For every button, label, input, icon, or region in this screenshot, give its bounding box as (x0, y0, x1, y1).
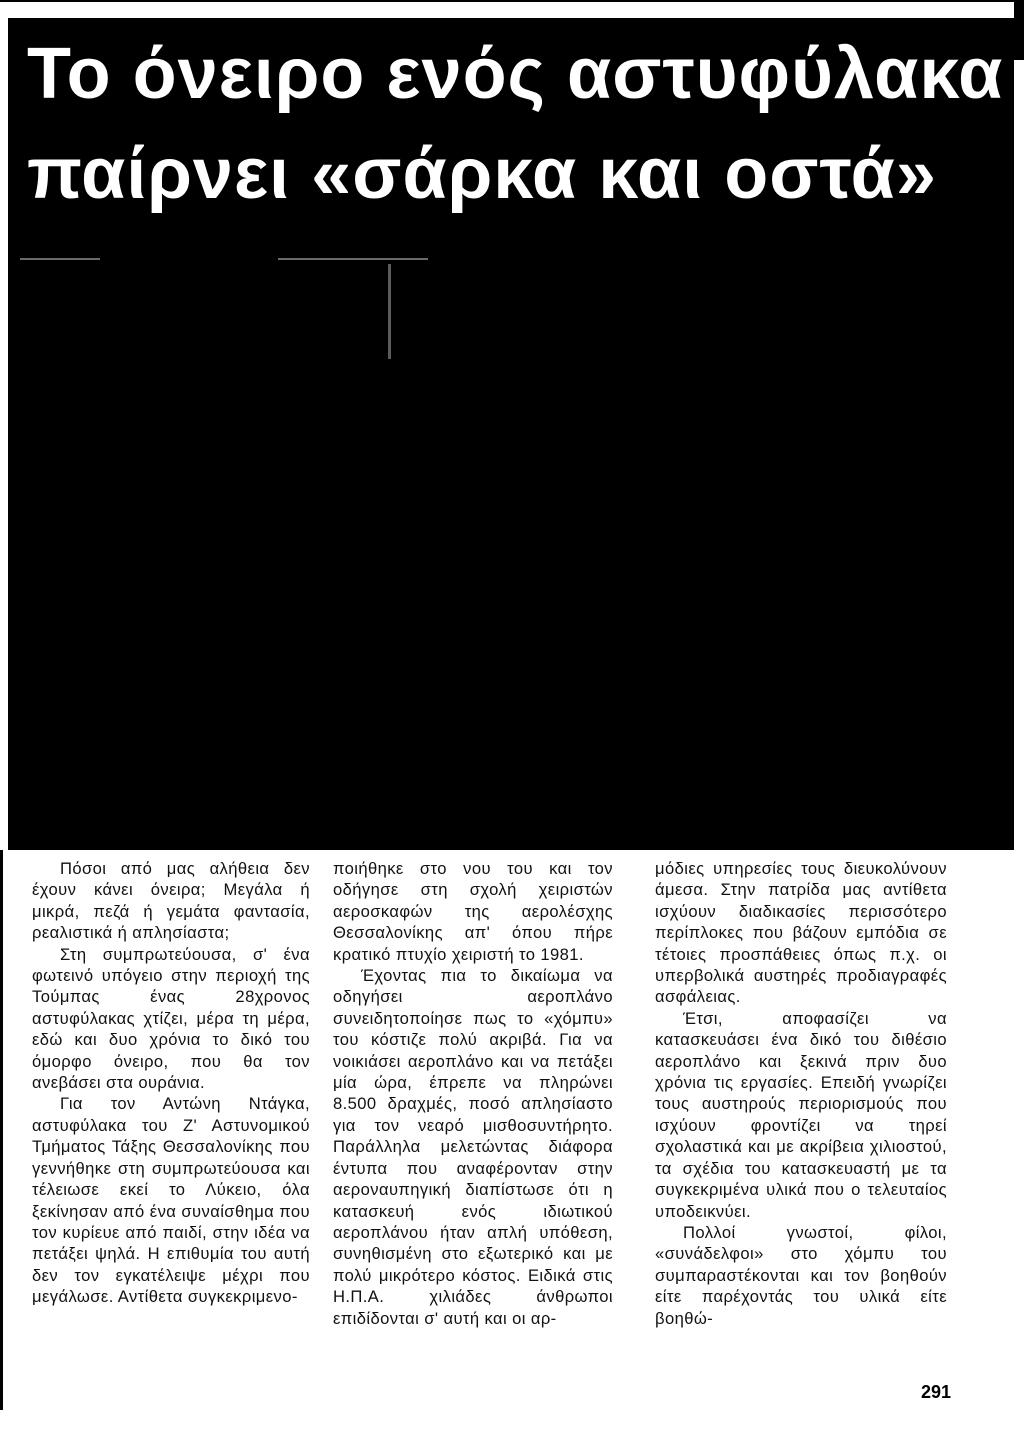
photo-vertical-line (388, 264, 391, 359)
top-edge (0, 0, 1024, 2)
photo-rule-right (278, 258, 428, 260)
article-column-2 (333, 858, 613, 1329)
left-margin-bar (0, 850, 3, 1410)
paragraph: Πόσοι από μας αλήθεια δεν έχουν κάνει όνειρα; Μεγάλα ή μικρά, πεζά ή γεμάτα φαντασία, ρεαλιστικά ή απλησίαστα; (32, 859, 310, 943)
right-edge-mark (1014, 0, 1024, 60)
paragraph: μόδιες υπηρεσίες τους διευκολύνουν άμεσα. Στην πατρίδα μας αντίθετα ισχύουν διαδικασίες περισσότερο περίπλοκες που βάζουν εμπόδια σε τέτοιες προσπάθειες όπως π.χ. οι υπερβολικά αυστηρές προδιαγραφές ασφάλειας. (655, 859, 947, 1007)
paragraph: ποιήθηκε στο νου του και τον οδήγησε στη σχολή χειριστών αεροσκαφών της αερολέσχης Θεσσαλονίκης απ' όπου πήρε κρατικό πτυχίο χειριστή το 1981. (333, 859, 613, 964)
paragraph: Έχοντας πια το δικαίωμα να οδηγήσει αεροπλάνο συνειδητοποίησε πως το «χόμπυ» του κόστιζε πολύ ακριβά. Για να νοικιάσει αεροπλάνο και να πετάξει μία ώρα, έπρεπε να πληρώνει 8.500 δραχμές, ποσό απλησίαστο για τον νεαρό μισθοσυντήρητο. Παράλληλα μελετώντας διάφορα έντυπα που αναφέρονταν στην αεροναυπηγική διαπίστωσε ότι η κατασκευή ενός ιδιωτικού αεροπλάνου ήταν απλή υπόθεση, συνηθισμένη στο εξωτερικό και με πολύ μικρότερο κόστος. Ειδικά στις Η.Π.Α. χιλιάδες άνθρωποι επιδίδονται σ' αυτή και οι αρ- (333, 966, 613, 1328)
headline-line-2: παίρνει «σάρκα και οστά» (27, 134, 937, 214)
paragraph: Στη συμπρωτεύουσα, σ' ένα φωτεινό υπόγειο στην περιοχή της Τούμπας ένας 28χρονος αστυφύλακας χτίζει, μέρα τη μέρα, εδώ και δυο χρόνια το δικό του όμορφο όνειρο, που θα τον ανεβάσει στα ουράνια. (32, 944, 310, 1093)
paragraph: Έτσι, αποφασίζει να κατασκευάσει ένα δικό του διθέσιο αεροπλάνο και ξεκινά πριν δυο χρόνια τις εργασίες. Επειδή γνωρίζει τους αυστηρούς περιορισμούς που ισχύουν φροντίζει να τηρεί σχολαστικά και με ακρίβεια χιλιοστού, τα σχέδια του κατασκευαστή με τα συγκεκριμένα υλικά που ο τελευταίος υποδεικνύει. (655, 1008, 947, 1221)
article-column-1 (32, 858, 310, 1308)
article-column-3 (655, 858, 947, 1329)
page-number: 291 (921, 1382, 952, 1402)
paragraph: Για τον Αντώνη Ντάγκα, αστυφύλακα του Ζ' Αστυνομικού Τμήματος Τάξης Θεσσαλονίκης που γεννήθηκε στη συμπρωτεύουσα και τέλειωσε εκεί το Λύκειο, όλα ξεκίνησαν από ένα συναίσθημα που τον κυρίευε από παιδί, στην ιδέα να πετάξει ψηλά. Η επιθυμία του αυτή δεν τον εγκατέλειψε μέχρι που μεγάλωσε. Αντίθετα συγκεκριμενο- (32, 1094, 310, 1307)
headline-line-1: Το όνειρο ενός αστυφύλακα (27, 34, 1004, 114)
paragraph: Πολλοί γνωστοί, φίλοι, «συνάδελφοι» στο χόμπυ του συμπαραστέκονται και τον βοηθούν είτε παρέχοντάς του υλικά είτε βοηθώ- (655, 1222, 947, 1328)
photo-rule-left (20, 258, 100, 260)
